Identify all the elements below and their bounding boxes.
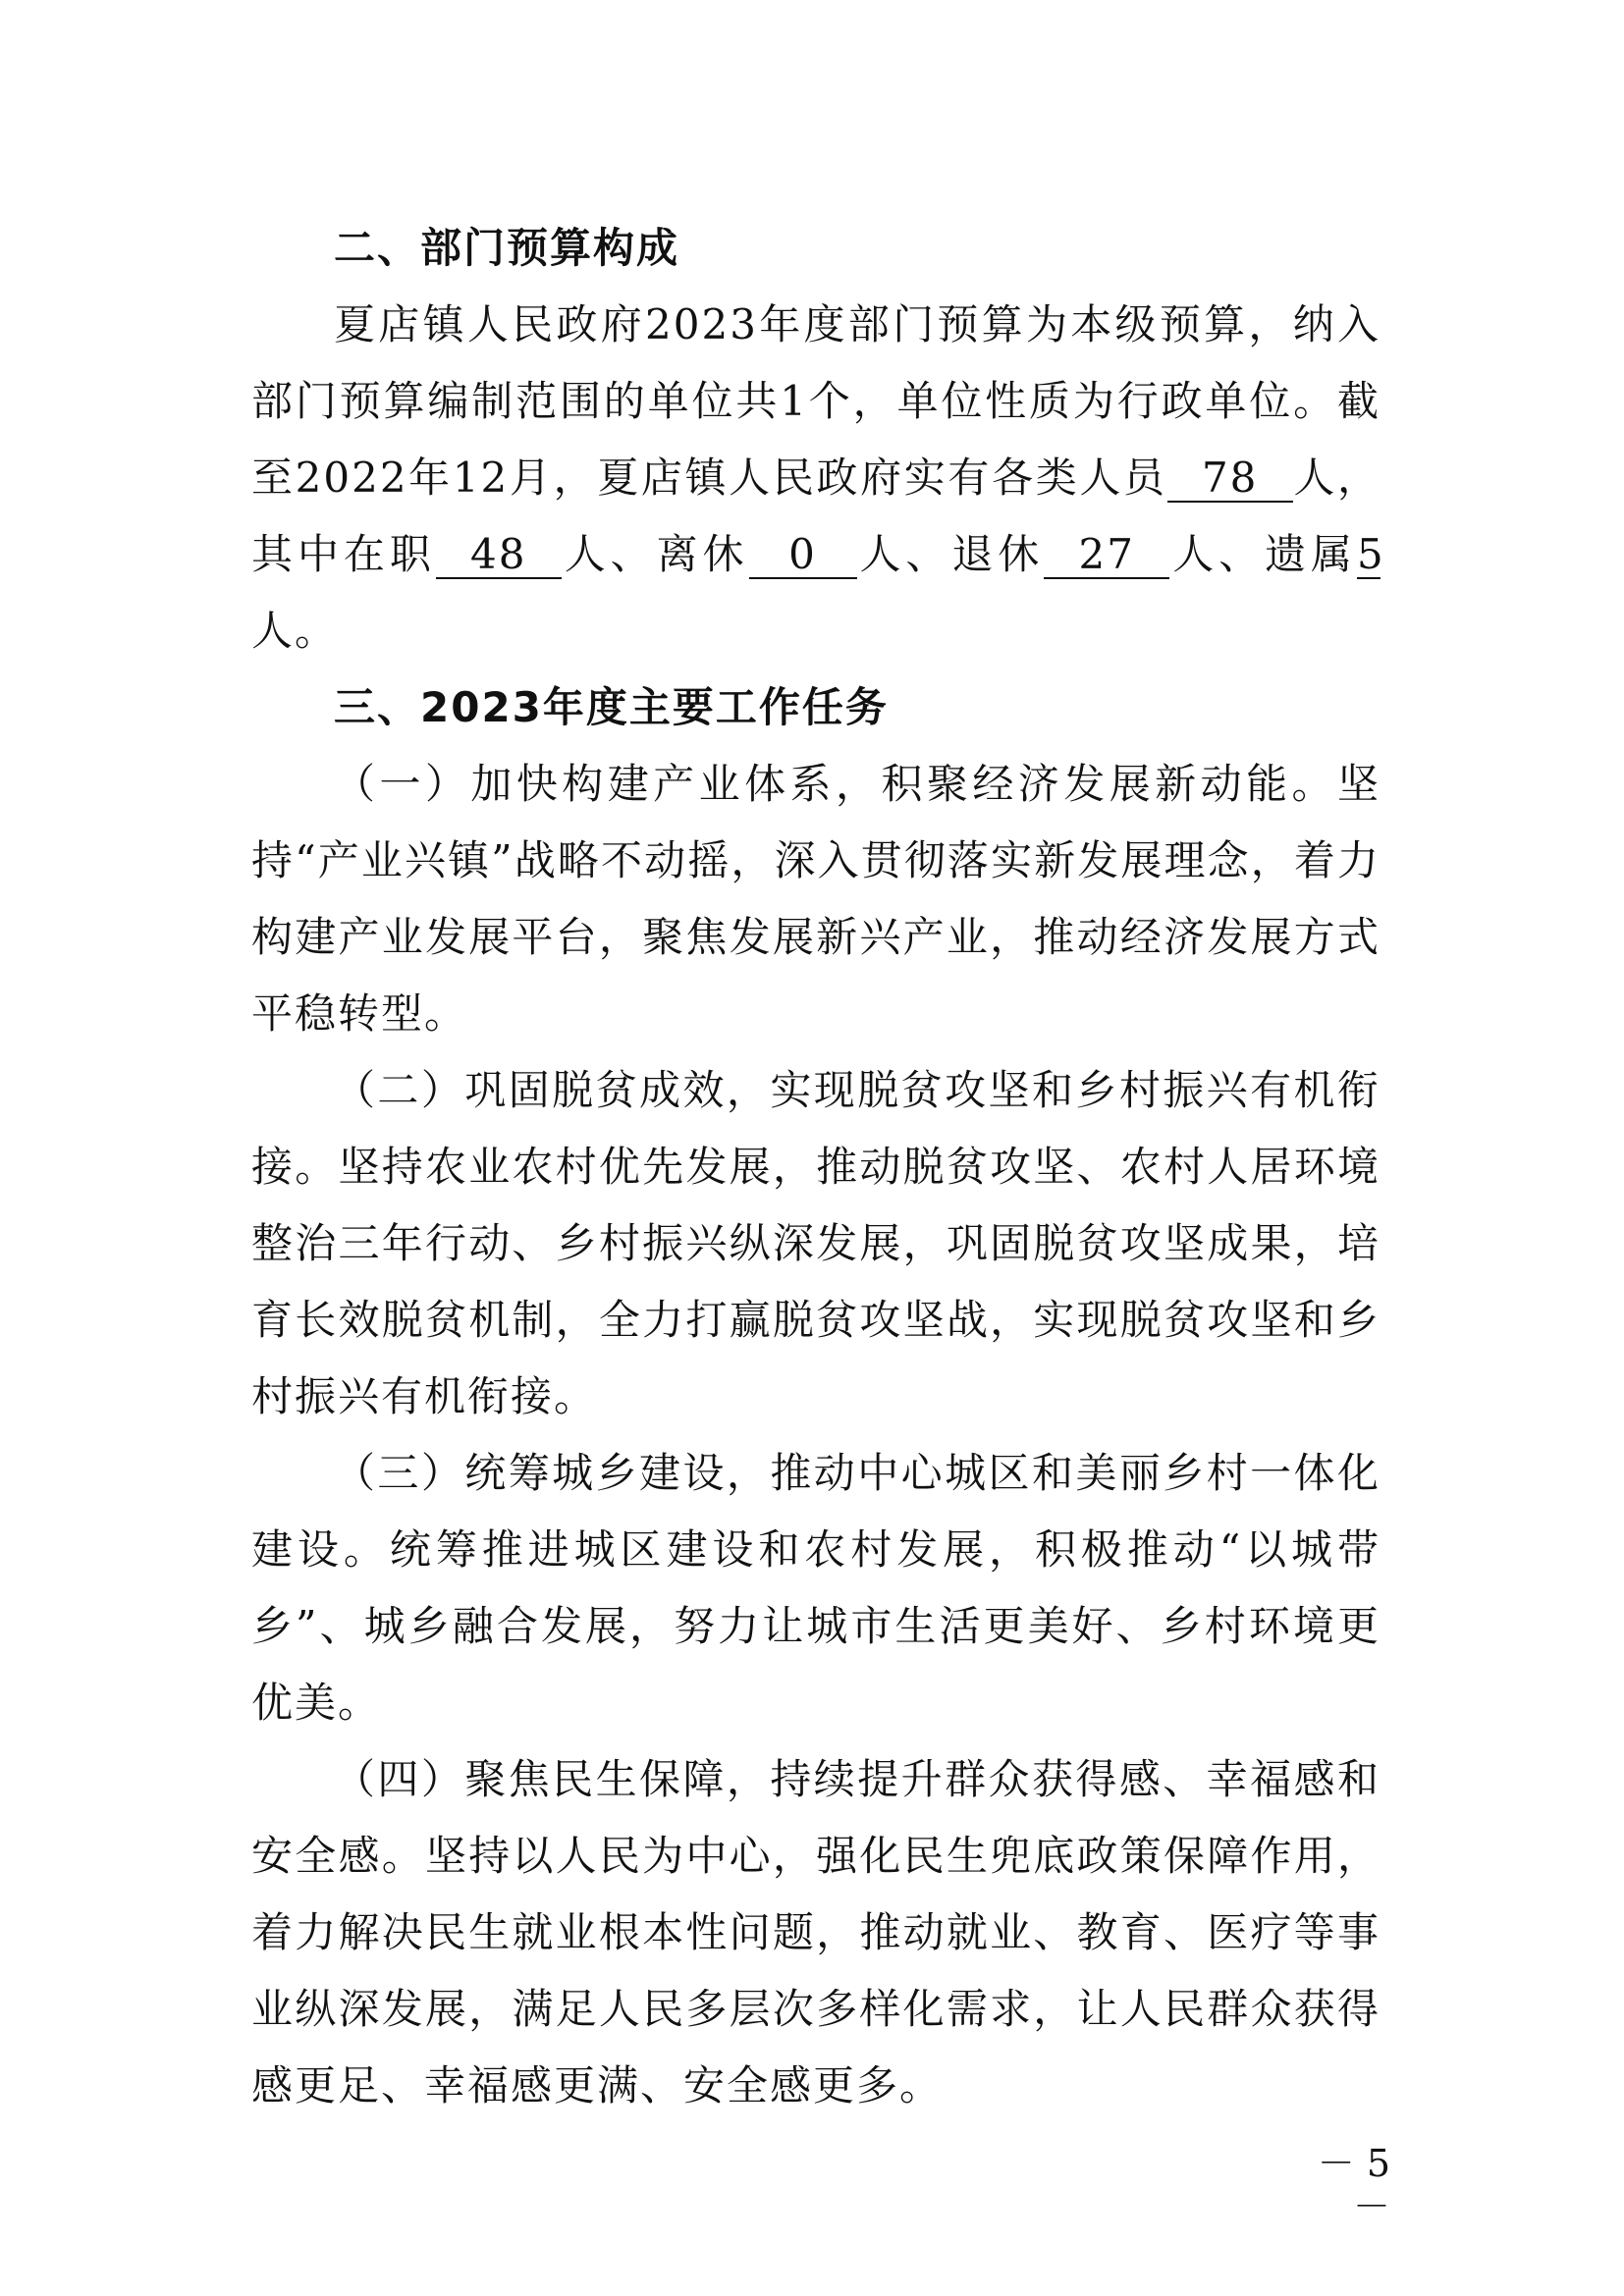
section-heading-budget-composition: 二、部门预算构成	[334, 224, 680, 272]
paragraph-text: 人、退休	[856, 530, 1045, 578]
paragraph-text: 夏店镇人民政府2023年度部门预算为本级预算，纳入部门预算编制范围的单位共1个，单位性质为行政单位。截至2022年12月，夏店镇人民政府实有各类人员	[251, 300, 1380, 502]
paragraph-text: 人。	[251, 607, 339, 655]
section-heading-work-tasks: 三、2023年度主要工作任务	[334, 683, 889, 731]
survivors-value: 5	[1356, 530, 1385, 578]
budget-composition-paragraph	[251, 287, 1385, 669]
paragraph-text: 人，其中在职	[251, 454, 1380, 578]
page-number: － 5 －	[1317, 2142, 1390, 2228]
paragraph-text: 人、遗属	[1169, 530, 1357, 578]
task-paragraph-3: （三）统筹城乡建设，推动中心城区和美丽乡村一体化建设。统筹推进城区建设和农村发展，积极推动“以城带乡”、城乡融合发展，努力让城市生活更美好、乡村环境更优美。	[251, 1449, 1380, 1727]
document-body	[251, 210, 1385, 2124]
retired-cadres-value: 0	[749, 532, 857, 579]
task-paragraph-4: （四）聚焦民生保障，持续提升群众获得感、幸福感和安全感。坚持以人民为中心，强化民生兜底政策保障作用，着力解决民生就业根本性问题，推动就业、教育、医疗等事业纵深发展，满足人民多层次多样化需求，让人民群众获得感更足、幸福感更满、安全感更多。	[251, 1755, 1380, 2109]
retired-staff-value: 27	[1044, 532, 1169, 579]
total-staff-value: 78	[1167, 455, 1293, 503]
paragraph-text: 人、离休	[561, 530, 749, 578]
in-service-staff-value: 48	[436, 532, 562, 579]
task-paragraph-2: （二）巩固脱贫成效，实现脱贫攻坚和乡村振兴有机衔接。坚持农业农村优先发展，推动脱贫攻坚、农村人居环境整治三年行动、乡村振兴纵深发展，巩固脱贫攻坚成果，培育长效脱贫机制，全力打赢脱贫攻坚战，实现脱贫攻坚和乡村振兴有机衔接。	[251, 1066, 1380, 1420]
task-paragraph-1: （一）加快构建产业体系，积聚经济发展新动能。坚持“产业兴镇”战略不动摇，深入贯彻落实新发展理念，着力构建产业发展平台，聚焦发展新兴产业，推动经济发展方式平稳转型。	[251, 760, 1380, 1038]
